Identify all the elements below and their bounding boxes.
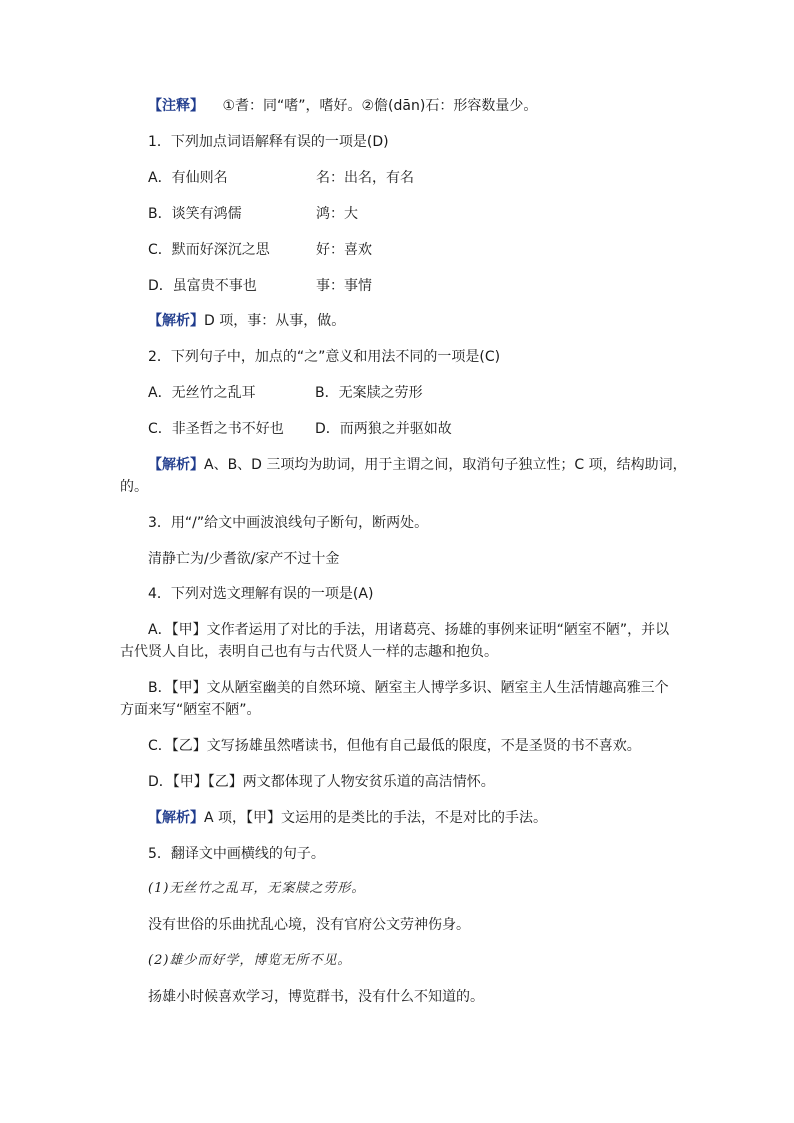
q3-answer: 清静亡为/少耆欲/家产不过十金	[148, 551, 340, 567]
q2-stem: 2．下列句子中，加点的“之”意义和用法不同的一项是(C)	[148, 349, 501, 365]
q1-option-a: A．有仙则名	[148, 170, 228, 186]
q2-option-a: A．无丝竹之乱耳	[148, 385, 256, 401]
q1-option-b: B．谈笑有鸿儒	[148, 206, 242, 222]
q5-sentence-1: (1)无丝竹之乱耳，无案牍之劳形。	[148, 881, 366, 896]
q1-option-a-gloss: 名：出名，有名	[316, 170, 414, 186]
q2-option-d: D．而两狼之并驱如故	[315, 421, 452, 437]
note-line	[148, 96, 537, 116]
q1-analysis	[148, 311, 345, 331]
q3-stem: 3．用“/”给文中画波浪线句子断句，断两处。	[148, 515, 429, 531]
q5-stem: 5．翻译文中画横线的句子。	[148, 846, 325, 862]
q1-option-d-gloss: 事：事情	[316, 278, 372, 294]
q2-analysis-line-2: 的。	[120, 479, 148, 495]
q5-sentence-2: (2)雄少而好学，博览无所不见。	[148, 953, 352, 968]
q1-option-d: D．虽富贵不事也	[148, 278, 257, 294]
q4-option-b-line-2: 方面来写“陋室不陋”。	[120, 702, 261, 718]
q2-option-b: B．无案牍之劳形	[315, 385, 423, 401]
q4-analysis-tag: 【解析】	[148, 810, 204, 826]
q2-analysis-line-1	[148, 455, 687, 475]
q4-option-a-line-2: 古代贤人自比，表明自己也有与古代贤人一样的志趣和抱负。	[120, 644, 498, 660]
q4-analysis-text: A 项，【甲】文运用的是类比的手法，不是对比的手法。	[204, 810, 548, 826]
q4-analysis	[148, 808, 547, 828]
q2-analysis-tag: 【解析】	[148, 457, 204, 473]
note-text: ①耆：同“嗜”，嗜好。②儋(dān)石：形容数量少。	[222, 98, 538, 114]
q1-stem: 1．下列加点词语解释有误的一项是(D)	[148, 134, 389, 150]
q4-option-d: D．【甲】【乙】两文都体现了人物安贫乐道的高洁情怀。	[148, 774, 495, 790]
q4-option-b-line-1: B．【甲】文从陋室幽美的自然环境、陋室主人博学多识、陋室主人生活情趣高雅三个	[148, 680, 669, 696]
q2-analysis-text-1: A、B、D 三项均为助词，用于主谓之间，取消句子独立性；C 项，结构助词，	[204, 457, 687, 473]
q1-analysis-tag: 【解析】	[148, 313, 204, 329]
q5-translation-1: 没有世俗的乐曲扰乱心境，没有官府公文劳神伤身。	[148, 917, 470, 933]
q5-translation-2: 扬雄小时候喜欢学习，博览群书，没有什么不知道的。	[148, 989, 484, 1005]
q2-option-c: C．非圣哲之书不好也	[148, 421, 284, 437]
q1-option-c-gloss: 好：喜欢	[316, 242, 372, 258]
q4-option-c: C．【乙】文写扬雄虽然嗜读书，但他有自己最低的限度，不是圣贤的书不喜欢。	[148, 738, 641, 754]
q4-option-a-line-1: A．【甲】文作者运用了对比的手法，用诸葛亮、扬雄的事例来证明“陋室不陋”，并以	[148, 622, 670, 638]
note-tag: 【注释】	[148, 98, 204, 114]
q1-option-b-gloss: 鸿：大	[316, 206, 358, 222]
q1-analysis-text: D 项，事：从事，做。	[204, 313, 346, 329]
q1-option-c: C．默而好深沉之思	[148, 242, 270, 258]
q4-stem: 4．下列对选文理解有误的一项是(A)	[148, 586, 374, 602]
